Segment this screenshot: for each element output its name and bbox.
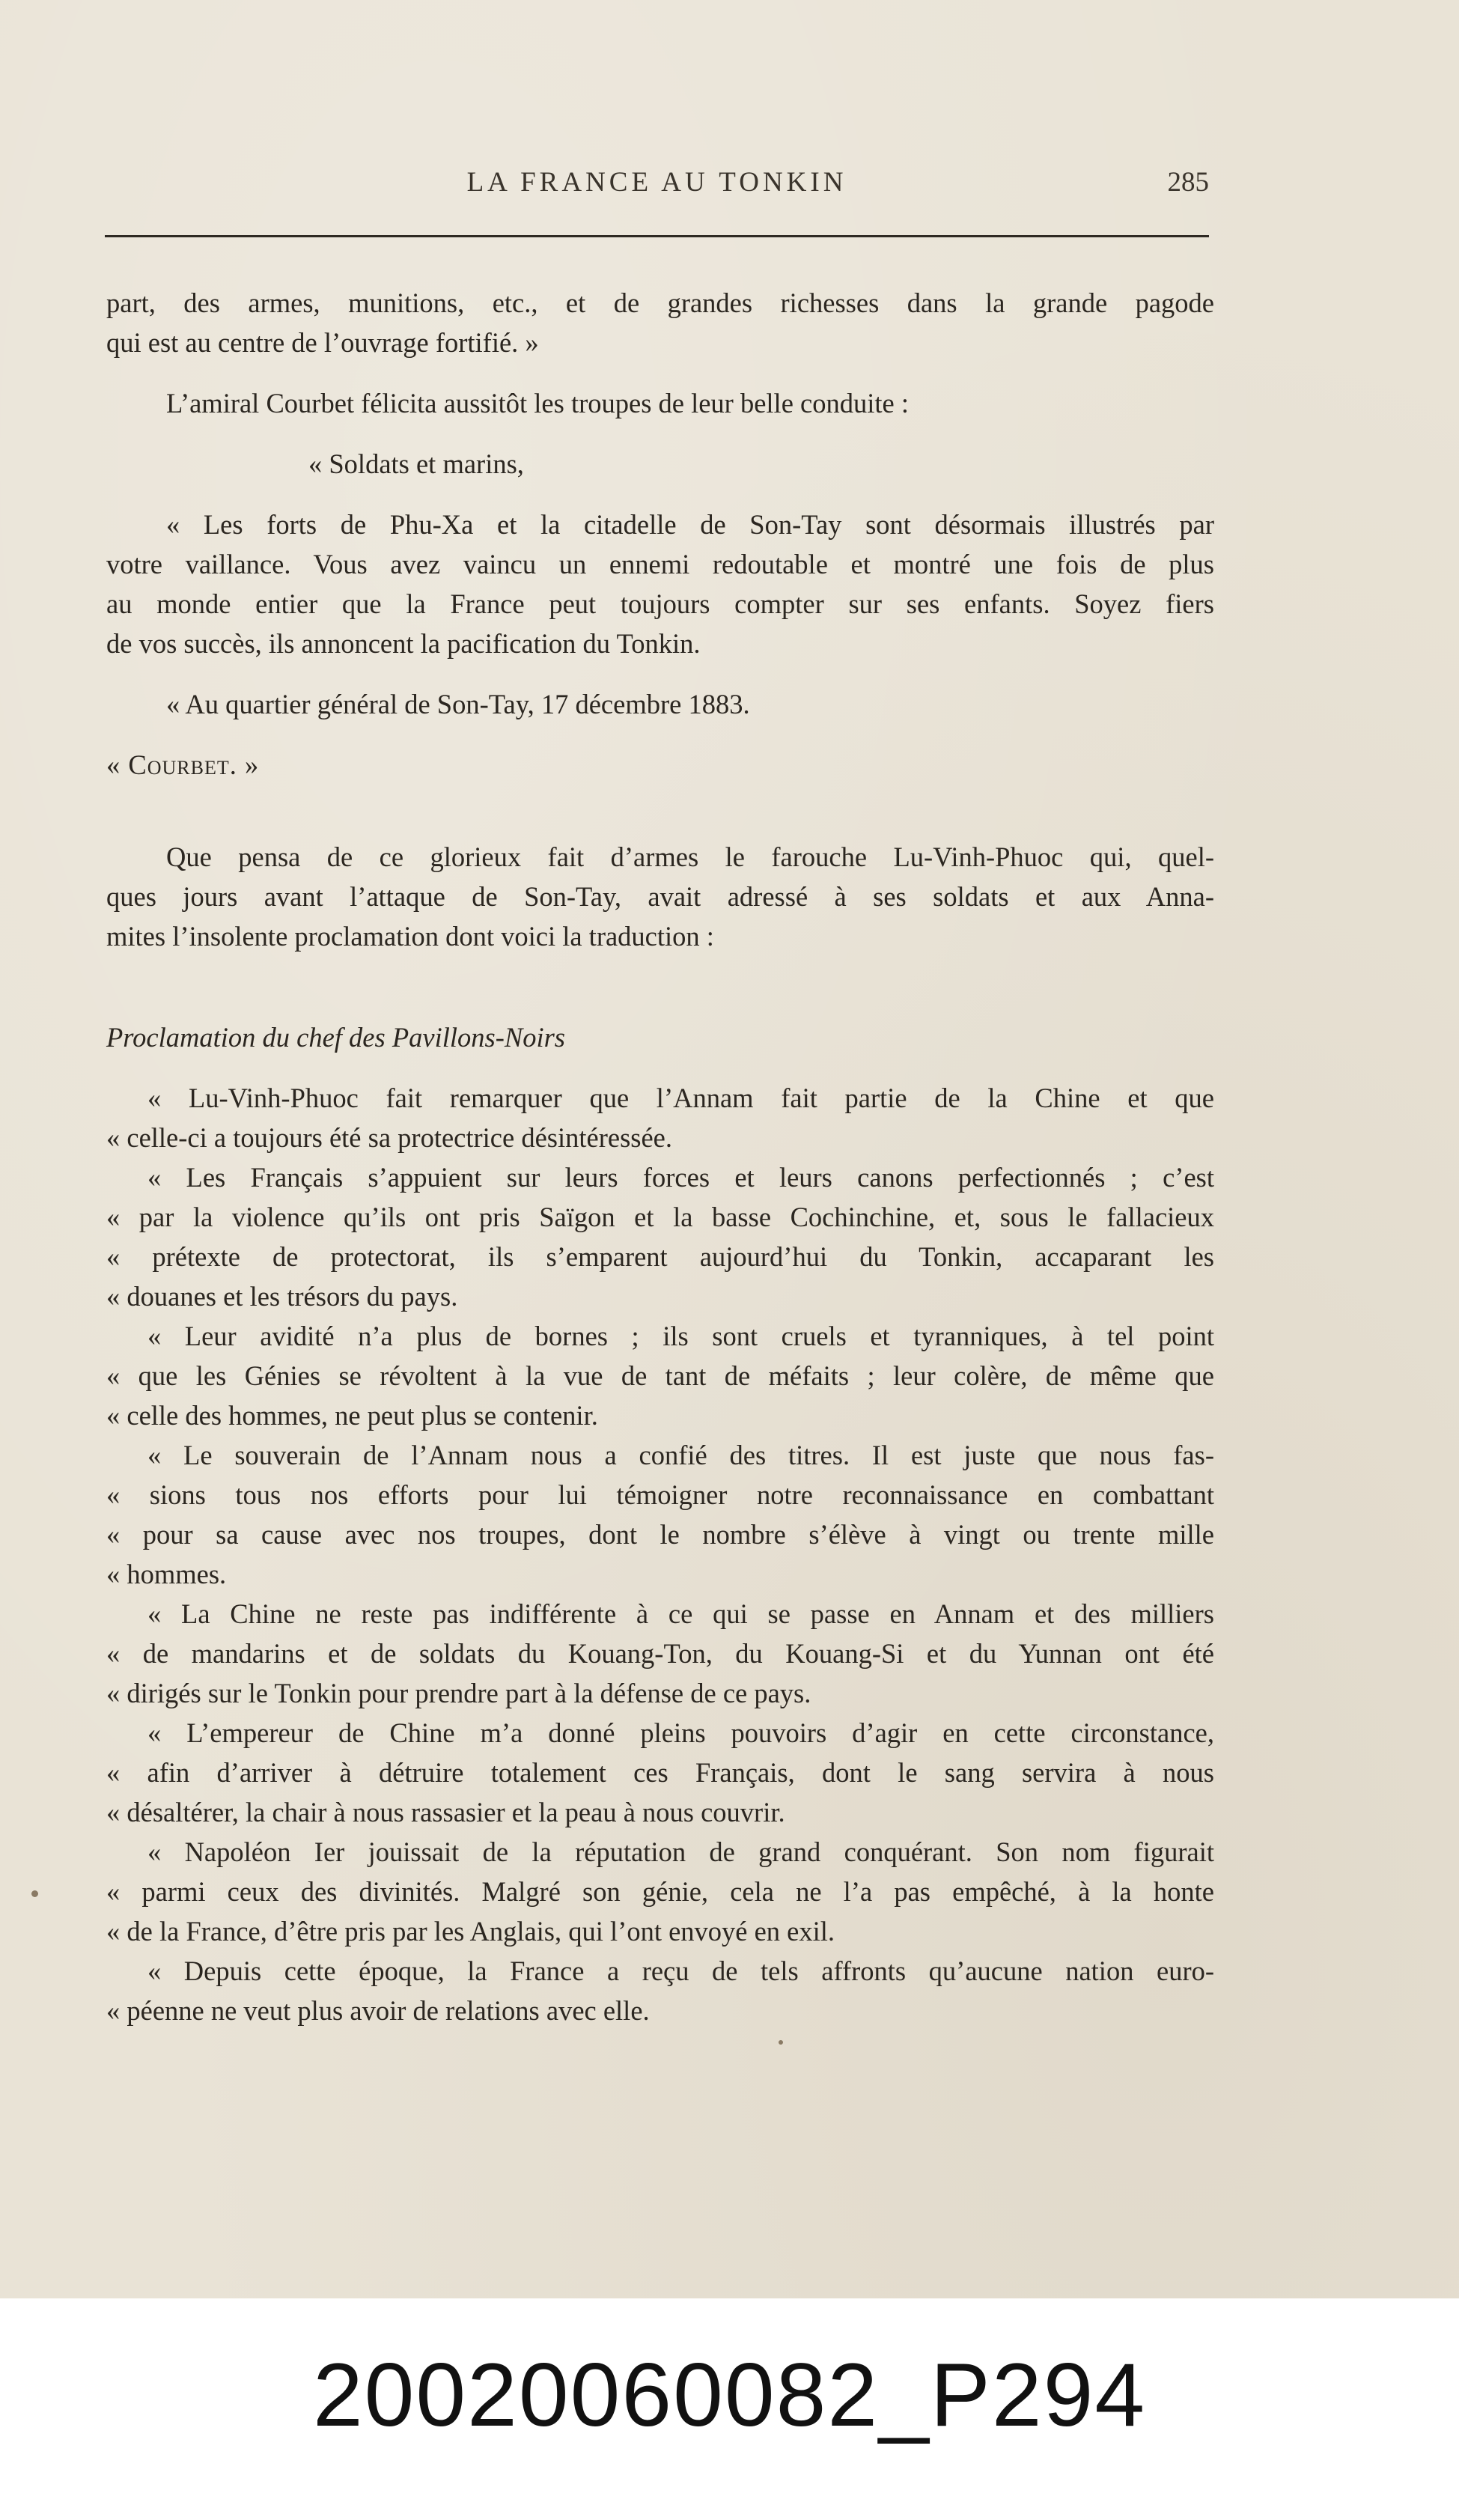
text-line: « que les Génies se révoltent à la vue de tant de méfaits ; leur colère, de même que	[106, 1360, 1214, 1391]
salutation: « Soldats et marins,	[308, 448, 524, 479]
signature: « Courbet. »	[106, 749, 260, 780]
text-line: « pour sa cause avec nos troupes, dont le nombre s’élève à vingt ou trente mille	[106, 1519, 1214, 1550]
text-line: part, des armes, munitions, etc., et de grandes richesses dans la grande pagode	[106, 287, 1214, 318]
text-line: « prétexte de protectorat, ils s’emparent aujourd’hui du Tonkin, accaparant les	[106, 1241, 1214, 1272]
text-line: « La Chine ne reste pas indifférente à ce qui se passe en Annam et des milliers	[147, 1598, 1214, 1629]
text-line: L’amiral Courbet félicita aussitôt les troupes de leur belle conduite :	[166, 388, 909, 419]
text-line: « Napoléon Ier jouissait de la réputation de grand conquérant. Son nom figurait	[147, 1836, 1214, 1867]
header-rule	[105, 235, 1209, 237]
dateline: « Au quartier général de Son-Tay, 17 décembre 1883.	[166, 689, 750, 719]
text-line: « douanes et les trésors du pays.	[106, 1281, 458, 1312]
text-line: « afin d’arriver à détruire totalement ces Français, dont le sang servira à nous	[106, 1757, 1214, 1788]
text-line: « désaltérer, la chair à nous rassasier et la peau à nous couvrir.	[106, 1797, 785, 1827]
text-line: « celle des hommes, ne peut plus se contenir.	[106, 1400, 598, 1431]
text-line: votre vaillance. Vous avez vaincu un ennemi redoutable et montré une fois de plus	[106, 549, 1214, 579]
text-line: « celle-ci a toujours été sa protectrice désintéressée.	[106, 1122, 673, 1153]
text-line: « Le souverain de l’Annam nous a confié des titres. Il est juste que nous fas-	[147, 1440, 1214, 1470]
text-line: mites l’insolente proclamation dont voici la traduction :	[106, 921, 714, 952]
text-line: « de mandarins et de soldats du Kouang-Ton, du Kouang-Si et du Yunnan ont été	[106, 1638, 1214, 1669]
text-line: « parmi ceux des divinités. Malgré son génie, cela ne l’a pas empêché, à la honte	[106, 1876, 1214, 1907]
text-line: « de la France, d’être pris par les Anglais, qui l’ont envoyé en exil.	[106, 1916, 835, 1947]
text-line: ques jours avant l’attaque de Son-Tay, avait adressé à ses soldats et aux Anna-	[106, 881, 1214, 912]
body-text	[106, 283, 1214, 2030]
text-line: « L’empereur de Chine m’a donné pleins pouvoirs d’agir en cette circonstance,	[147, 1717, 1214, 1748]
text-line: qui est au centre de l’ouvrage fortifié. »	[106, 327, 539, 358]
text-line: de vos succès, ils annoncent la pacification du Tonkin.	[106, 628, 701, 659]
text-line: « Les Français s’appuient sur leurs forces et leurs canons perfectionnés ; c’est	[147, 1162, 1214, 1193]
text-line: « hommes.	[106, 1559, 227, 1589]
text-line: « sions tous nos efforts pour lui témoigner notre reconnaissance en combattant	[106, 1479, 1214, 1510]
text-line: au monde entier que la France peut toujours compter sur ses enfants. Soyez fiers	[106, 588, 1214, 619]
text-line: « par la violence qu’ils ont pris Saïgon et la basse Cochinchine, et, sous le fallacieux	[106, 1202, 1214, 1232]
page-number: 285	[1167, 167, 1209, 198]
paper-speck	[31, 1890, 38, 1897]
text-line: « dirigés sur le Tonkin pour prendre part à la défense de ce pays.	[106, 1678, 811, 1708]
archive-identifier: 20020060082_P294	[312, 2345, 1147, 2445]
text-line: « Depuis cette époque, la France a reçu de tels affronts qu’aucune nation euro-	[147, 1956, 1214, 1986]
text-line: « péenne ne veut plus avoir de relations avec elle.	[106, 1995, 650, 2026]
section-heading: Proclamation du chef des Pavillons-Noirs	[106, 1022, 565, 1053]
text-line: « Leur avidité n’a plus de bornes ; ils sont cruels et tyranniques, à tel point	[147, 1321, 1214, 1351]
running-title: LA FRANCE AU TONKIN	[466, 167, 847, 198]
paper-speck	[779, 2040, 783, 2045]
text-line: Que pensa de ce glorieux fait d’armes le farouche Lu-Vinh-Phuoc qui, quel-	[166, 841, 1214, 872]
running-head	[105, 166, 1209, 204]
text-line: « Lu-Vinh-Phuoc fait remarquer que l’Annam fait partie de la Chine et que	[147, 1083, 1214, 1113]
text-line: « Les forts de Phu-Xa et la citadelle de Son-Tay sont désormais illustrés par	[166, 509, 1214, 540]
